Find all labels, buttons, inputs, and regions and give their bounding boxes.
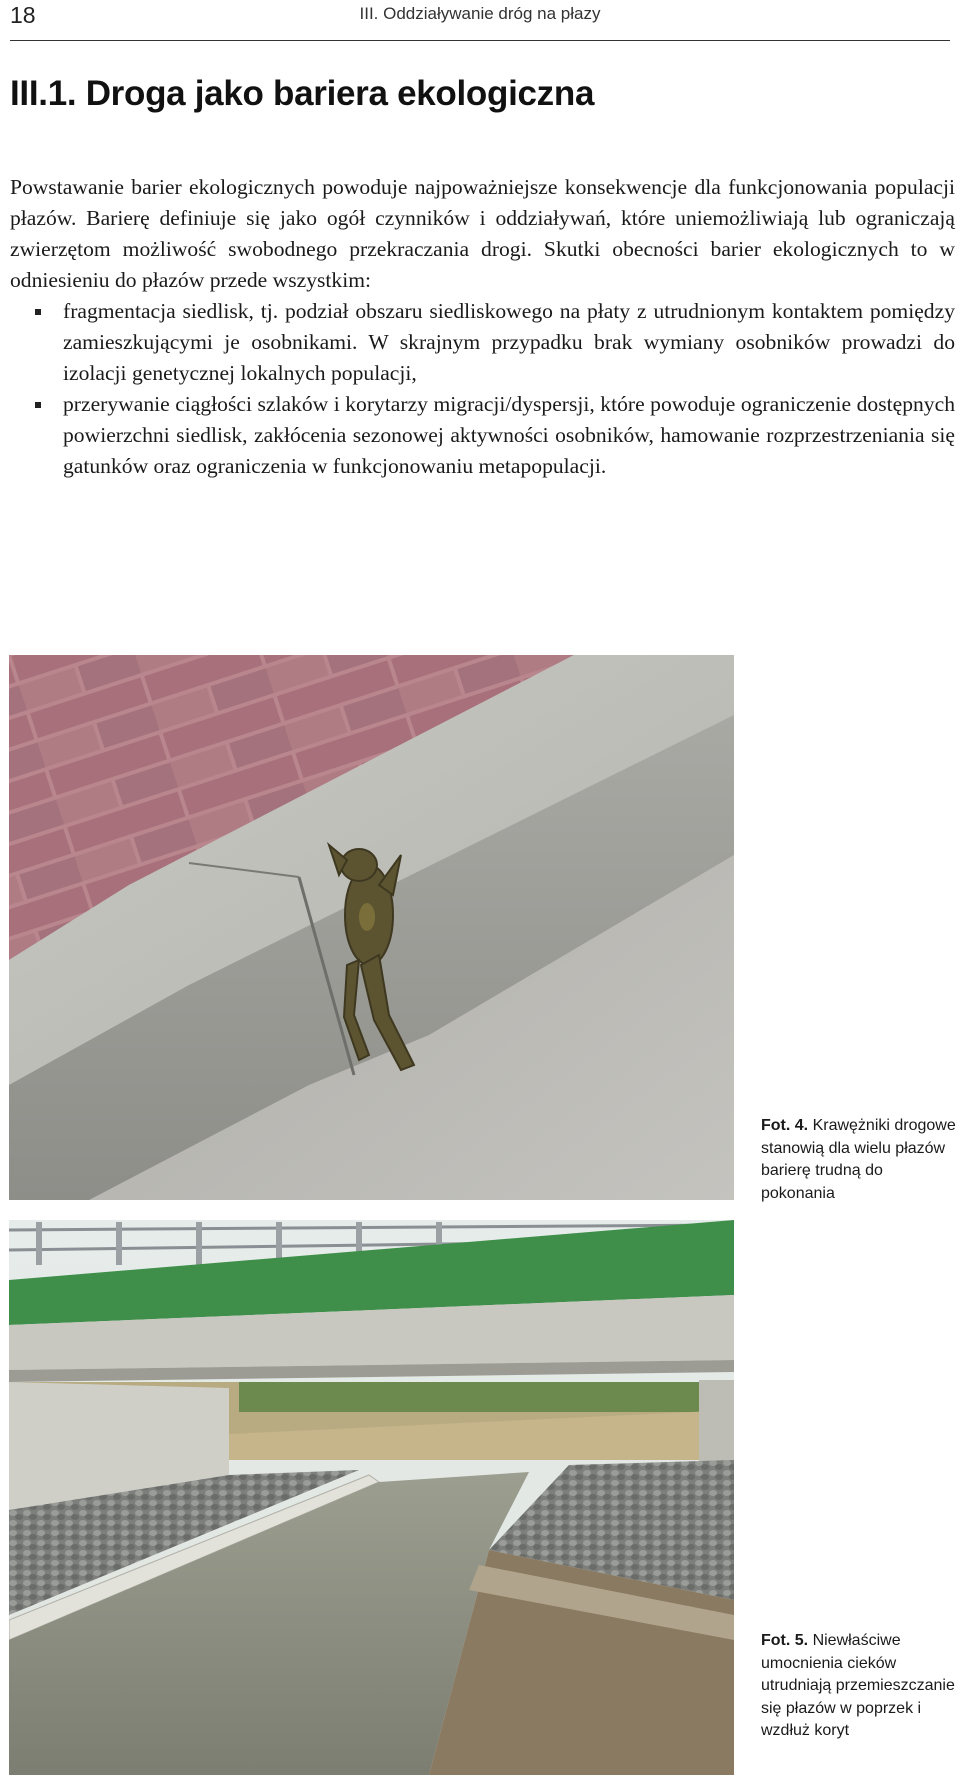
bullet-square-icon xyxy=(35,309,41,315)
photo-frog-on-curb xyxy=(9,655,734,1200)
page-header xyxy=(10,0,950,41)
body-paragraph: Powstawanie barier ekologicznych powoduje najpoważniejsze konsekwencje dla funkcjonowania populacji płazów. Barierę definiuje się jako ogół czynników i oddziaływań, które uniemożliwiają lub ograniczają zwierzętom możliwość swobodnego przekraczania drogi. Skutki obecności barier ekologicznych to w odniesieniu do płazów przede wszystkim: xyxy=(10,175,955,292)
list-item-text: fragmentacja siedlisk, tj. podział obszaru siedliskowego na płaty z utrudnionym kontaktem pomiędzy zamieszkującymi je osobnikami. W skrajnym przypadku brak wymiany osobników prowadzi do izolacji genetycznej lokalnych populacji, xyxy=(63,299,955,385)
list-item xyxy=(10,389,955,482)
bullet-list xyxy=(10,296,955,482)
body-text xyxy=(10,172,955,482)
list-item-text: przerywanie ciągłości szlaków i korytarzy migracji/dyspersji, które powoduje ograniczenie dostępnych powierzchni siedlisk, zakłócenia sezonowej aktywności osobników, hamowanie rozprzestrzeniania się gatunków oraz ograniczenia w funkcjonowaniu metapopulacji. xyxy=(63,392,955,478)
section-title: III.1. Droga jako bariera ekologiczna xyxy=(10,74,595,113)
page-number: 18 xyxy=(10,2,36,28)
list-item xyxy=(10,296,955,389)
figure-label: Fot. 4. xyxy=(761,1117,809,1134)
figure-caption-text: Niewłaściwe umocnienia cieków utrudniają przemieszczanie się płazów w poprzek i wzdłuż koryt xyxy=(761,1632,955,1739)
figure-caption xyxy=(761,1630,956,1743)
photo-bridge-over-stream xyxy=(9,1220,734,1775)
running-head: III. Oddziaływanie dróg na płazy xyxy=(359,4,601,23)
figure-caption-text: Krawężniki drogowe stanowią dla wielu płazów barierę trudną do pokonania xyxy=(761,1117,956,1202)
figure-caption xyxy=(761,1115,956,1205)
figure-label: Fot. 5. xyxy=(761,1632,809,1649)
bullet-square-icon xyxy=(35,402,41,408)
